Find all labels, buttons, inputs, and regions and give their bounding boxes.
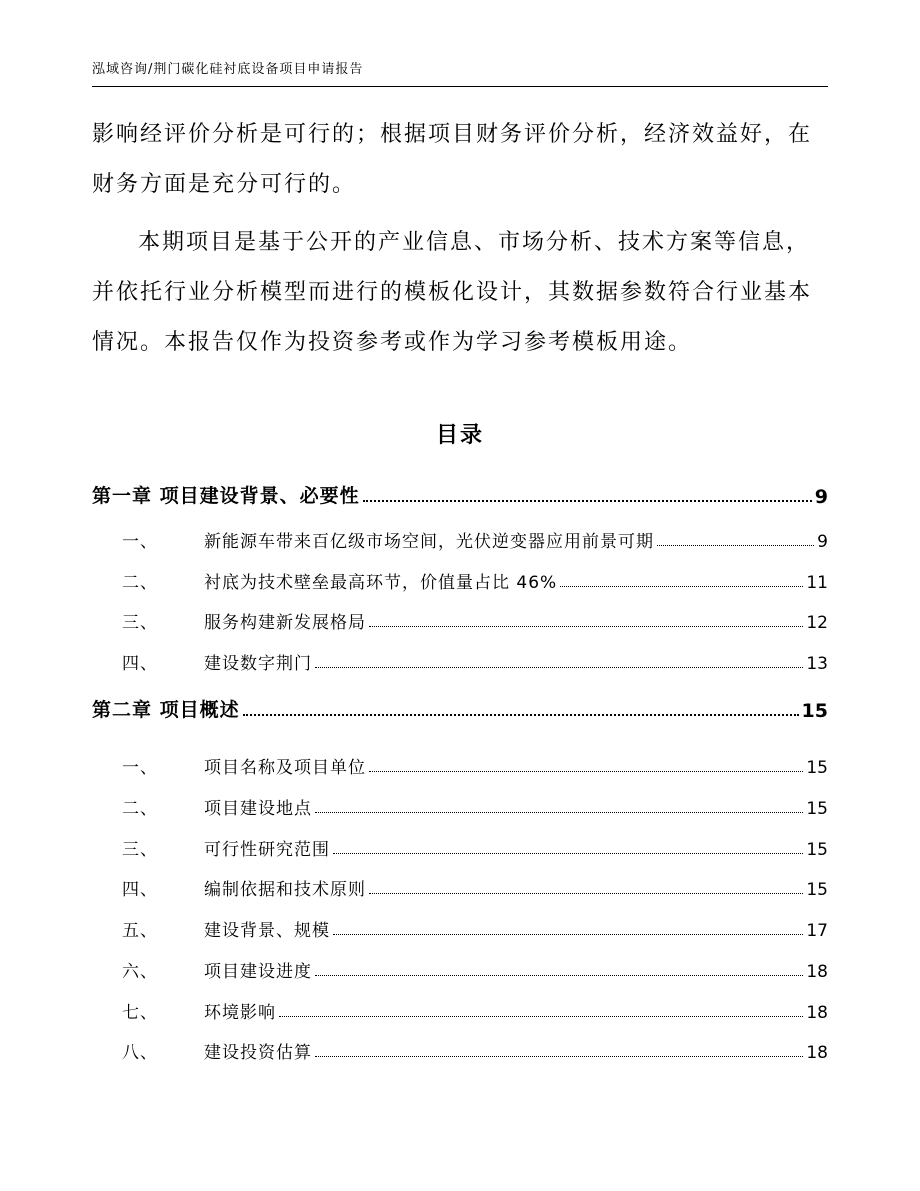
- toc-dot-leader: [369, 893, 803, 894]
- toc-entry-page-number: 15: [806, 758, 828, 778]
- toc-entry-number: 一、: [122, 532, 158, 552]
- toc-section-entry[interactable]: [92, 522, 828, 552]
- toc-entry-title: 建设背景、规模: [204, 921, 330, 941]
- toc-section-entry[interactable]: [92, 1033, 828, 1063]
- toc-entry-number: 七、: [122, 1003, 158, 1023]
- toc-dot-leader: [243, 714, 799, 716]
- toc-section-entry[interactable]: [92, 911, 828, 941]
- toc-entry-page-number: 18: [806, 962, 828, 982]
- toc-entry-page-number: 9: [817, 532, 828, 552]
- toc-dot-leader: [369, 771, 803, 772]
- toc-chapter-entry[interactable]: [92, 692, 828, 722]
- toc-section-entry[interactable]: [92, 830, 828, 860]
- toc-entry-page-number: 15: [806, 840, 828, 860]
- toc-section-entry[interactable]: [92, 644, 828, 674]
- toc-entry-page-number: 18: [806, 1003, 828, 1023]
- toc-dot-leader: [560, 586, 803, 587]
- toc-entry-number: 二、: [122, 573, 158, 593]
- paragraph-line: 并依托行业分析模型而进行的模板化设计，其数据参数符合行业基本: [92, 280, 813, 305]
- toc-section-entry[interactable]: [92, 748, 828, 778]
- toc-entry-title: 服务构建新发展格局: [204, 613, 366, 633]
- toc-dot-leader: [363, 500, 812, 502]
- toc-section-entry[interactable]: [92, 993, 828, 1023]
- toc-entry-title: 第一章 项目建设背景、必要性: [92, 485, 360, 507]
- toc-dot-leader: [315, 667, 803, 668]
- toc-entry-number: 一、: [122, 758, 158, 778]
- toc-dot-leader: [369, 626, 803, 627]
- paragraph-line: 本期项目是基于公开的产业信息、市场分析、技术方案等信息，: [138, 230, 811, 255]
- toc-entry-page-number: 15: [806, 799, 828, 819]
- toc-entry-page-number: 15: [801, 700, 828, 722]
- toc-chapter-entry[interactable]: [92, 478, 828, 508]
- toc-dot-leader: [279, 1016, 803, 1017]
- toc-section-entry[interactable]: [92, 952, 828, 982]
- body-paragraph-2: [92, 218, 832, 368]
- toc-entry-title: 第二章 项目概述: [92, 699, 240, 721]
- toc-entry-page-number: 17: [806, 921, 828, 941]
- paragraph-line: 情况。本报告仅作为投资参考或作为学习参考模板用途。: [92, 330, 693, 355]
- toc-entry-number: 二、: [122, 799, 158, 819]
- toc-entry-title: 项目建设地点: [204, 799, 312, 819]
- toc-entry-title: 项目名称及项目单位: [204, 758, 366, 778]
- toc-section-entry[interactable]: [92, 603, 828, 633]
- toc-entry-page-number: 12: [806, 613, 828, 633]
- toc-entry-title: 衬底为技术壁垒最高环节，价值量占比 46%: [204, 573, 558, 593]
- toc-entry-title: 新能源车带来百亿级市场空间，光伏逆变器应用前景可期: [204, 532, 654, 552]
- toc-entry-number: 四、: [122, 880, 158, 900]
- toc-entry-page-number: 18: [806, 1043, 828, 1063]
- toc-entry-page-number: 15: [806, 880, 828, 900]
- header-divider: [92, 86, 828, 87]
- toc-section-entry[interactable]: [92, 789, 828, 819]
- toc-title: 目录: [435, 423, 484, 448]
- toc-dot-leader: [315, 975, 803, 976]
- toc-entry-number: 八、: [122, 1043, 158, 1063]
- toc-entry-page-number: 13: [806, 654, 828, 674]
- toc-entry-title: 编制依据和技术原则: [204, 880, 366, 900]
- toc-dot-leader: [315, 1056, 803, 1057]
- toc-dot-leader: [657, 545, 814, 546]
- toc-section-entry[interactable]: [92, 563, 828, 593]
- toc-entry-number: 三、: [122, 840, 158, 860]
- toc-entry-title: 建设数字荆门: [204, 654, 312, 674]
- toc-entry-title: 项目建设进度: [204, 962, 312, 982]
- toc-entry-title: 环境影响: [204, 1003, 276, 1023]
- toc-entry-page-number: 9: [814, 486, 828, 508]
- toc-dot-leader: [315, 812, 803, 813]
- toc-entry-number: 五、: [122, 921, 158, 941]
- paragraph-line: 影响经评价分析是可行的；根据项目财务评价分析，经济效益好，在: [92, 122, 813, 147]
- toc-section-entry[interactable]: [92, 870, 828, 900]
- toc-entry-number: 三、: [122, 613, 158, 633]
- body-paragraph-1: [92, 110, 832, 210]
- toc-entry-title: 可行性研究范围: [204, 840, 330, 860]
- toc-entry-page-number: 11: [806, 573, 828, 593]
- paragraph-line: 财务方面是充分可行的。: [92, 172, 357, 197]
- toc-entry-title: 建设投资估算: [204, 1043, 312, 1063]
- toc-entry-number: 六、: [122, 962, 158, 982]
- page-header: 泓域咨询/荆门碳化硅衬底设备项目申请报告: [92, 62, 364, 77]
- toc-dot-leader: [333, 934, 803, 935]
- toc-dot-leader: [333, 853, 803, 854]
- toc-entry-number: 四、: [122, 654, 158, 674]
